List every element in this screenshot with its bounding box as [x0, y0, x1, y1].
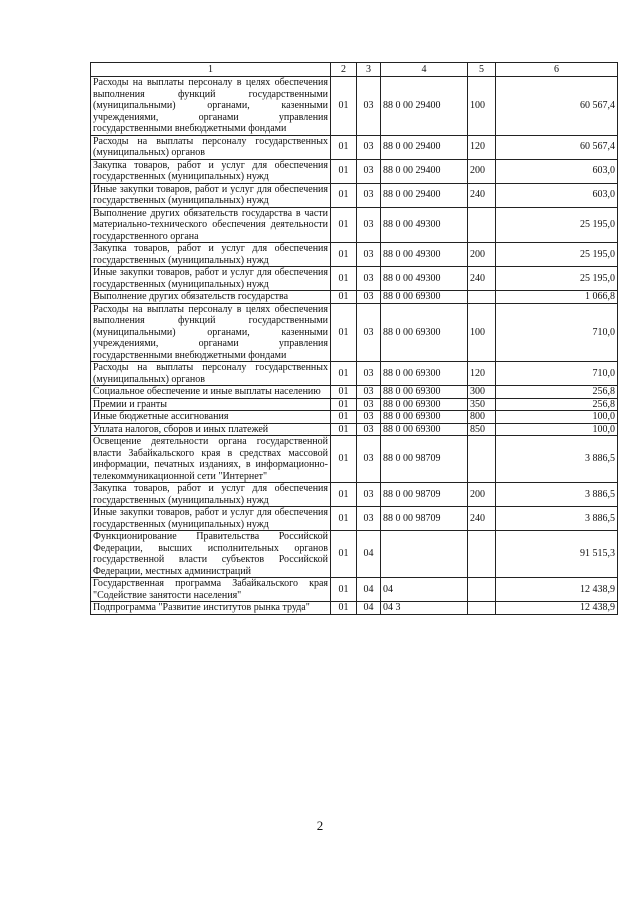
subsection-code-cell: 04: [357, 578, 381, 602]
target-article-cell: 88 0 00 69300: [381, 423, 468, 436]
expense-type-cell: [468, 531, 496, 578]
section-code-cell: 01: [331, 135, 357, 159]
table-row: [91, 362, 618, 386]
target-article-cell: 88 0 00 98709: [381, 507, 468, 531]
table-row: [91, 159, 618, 183]
expense-name-cell: Подпрограмма "Развитие институтов рынка труда": [91, 602, 331, 615]
amount-cell: 603,0: [496, 159, 618, 183]
section-code-cell: 01: [331, 436, 357, 483]
table-row: [91, 135, 618, 159]
table-row: [91, 398, 618, 411]
subsection-code-cell: 03: [357, 507, 381, 531]
target-article-cell: 04 3: [381, 602, 468, 615]
table-row: [91, 207, 618, 243]
section-code-cell: 01: [331, 411, 357, 424]
table-row: [91, 602, 618, 615]
amount-cell: 60 567,4: [496, 135, 618, 159]
expense-type-cell: [468, 207, 496, 243]
expense-type-cell: 120: [468, 362, 496, 386]
section-code-cell: 01: [331, 183, 357, 207]
target-article-cell: 88 0 00 69300: [381, 386, 468, 399]
table-row: [91, 291, 618, 304]
section-code-cell: 01: [331, 362, 357, 386]
target-article-cell: 88 0 00 49300: [381, 207, 468, 243]
subsection-code-cell: 03: [357, 483, 381, 507]
table-row: [91, 436, 618, 483]
table-row: [91, 303, 618, 362]
section-code-cell: 01: [331, 77, 357, 136]
expense-name-cell: Расходы на выплаты персоналу государственных (муниципальных) органов: [91, 362, 331, 386]
header-cell: 2: [331, 63, 357, 77]
expense-type-cell: 200: [468, 159, 496, 183]
target-article-cell: 88 0 00 29400: [381, 183, 468, 207]
target-article-cell: 04: [381, 578, 468, 602]
expense-type-cell: 850: [468, 423, 496, 436]
amount-cell: 100,0: [496, 411, 618, 424]
subsection-code-cell: 03: [357, 77, 381, 136]
target-article-cell: 88 0 00 98709: [381, 436, 468, 483]
amount-cell: 25 195,0: [496, 243, 618, 267]
header-cell: 3: [357, 63, 381, 77]
page-number: 2: [316, 818, 324, 833]
header-cell: 6: [496, 63, 618, 77]
target-article-cell: 88 0 00 98709: [381, 483, 468, 507]
target-article-cell: 88 0 00 69300: [381, 291, 468, 304]
expense-name-cell: Закупка товаров, работ и услуг для обеспечения государственных (муниципальных) нужд: [91, 483, 331, 507]
expense-name-cell: Закупка товаров, работ и услуг для обеспечения государственных (муниципальных) нужд: [91, 243, 331, 267]
subsection-code-cell: 04: [357, 531, 381, 578]
amount-cell: 3 886,5: [496, 507, 618, 531]
subsection-code-cell: 03: [357, 423, 381, 436]
expense-type-cell: 800: [468, 411, 496, 424]
amount-cell: 91 515,3: [496, 531, 618, 578]
section-code-cell: 01: [331, 483, 357, 507]
target-article-cell: 88 0 00 69300: [381, 398, 468, 411]
subsection-code-cell: 04: [357, 602, 381, 615]
table-row: [91, 243, 618, 267]
expense-name-cell: Расходы на выплаты персоналу в целях обеспечения выполнения функций государственными (муниципальными) органами, казенными учреждениями, органами управления государственными внебюджетными фондами: [91, 303, 331, 362]
amount-cell: 603,0: [496, 183, 618, 207]
section-code-cell: 01: [331, 159, 357, 183]
budget-table: [90, 62, 618, 615]
header-row: [91, 63, 618, 77]
expense-type-cell: 240: [468, 507, 496, 531]
target-article-cell: 88 0 00 29400: [381, 159, 468, 183]
table-row: [91, 507, 618, 531]
expense-type-cell: 350: [468, 398, 496, 411]
subsection-code-cell: 03: [357, 267, 381, 291]
expense-type-cell: [468, 291, 496, 304]
amount-cell: 100,0: [496, 423, 618, 436]
section-code-cell: 01: [331, 243, 357, 267]
section-code-cell: 01: [331, 291, 357, 304]
subsection-code-cell: 03: [357, 411, 381, 424]
section-code-cell: 01: [331, 398, 357, 411]
subsection-code-cell: 03: [357, 243, 381, 267]
amount-cell: 3 886,5: [496, 436, 618, 483]
table-row: [91, 267, 618, 291]
expense-type-cell: [468, 602, 496, 615]
expense-name-cell: Выполнение других обязательств государства в части материально-технического обеспечения деятельности государственного органа: [91, 207, 331, 243]
subsection-code-cell: 03: [357, 362, 381, 386]
subsection-code-cell: 03: [357, 183, 381, 207]
expense-name-cell: Государственная программа Забайкальского края "Содействие занятости населения": [91, 578, 331, 602]
expense-name-cell: Иные закупки товаров, работ и услуг для обеспечения государственных (муниципальных) нужд: [91, 507, 331, 531]
header-cell: 1: [91, 63, 331, 77]
section-code-cell: 01: [331, 386, 357, 399]
target-article-cell: 88 0 00 29400: [381, 135, 468, 159]
subsection-code-cell: 03: [357, 303, 381, 362]
amount-cell: 3 886,5: [496, 483, 618, 507]
amount-cell: 12 438,9: [496, 602, 618, 615]
section-code-cell: 01: [331, 207, 357, 243]
expense-type-cell: 200: [468, 243, 496, 267]
section-code-cell: 01: [331, 267, 357, 291]
table-row: [91, 578, 618, 602]
expense-name-cell: Премии и гранты: [91, 398, 331, 411]
subsection-code-cell: 03: [357, 207, 381, 243]
expense-name-cell: Выполнение других обязательств государства: [91, 291, 331, 304]
subsection-code-cell: 03: [357, 386, 381, 399]
amount-cell: 12 438,9: [496, 578, 618, 602]
expense-type-cell: 120: [468, 135, 496, 159]
expense-name-cell: Иные закупки товаров, работ и услуг для обеспечения государственных (муниципальных) нужд: [91, 267, 331, 291]
table-row: [91, 386, 618, 399]
subsection-code-cell: 03: [357, 291, 381, 304]
table-row: [91, 423, 618, 436]
subsection-code-cell: 03: [357, 135, 381, 159]
expense-name-cell: Иные закупки товаров, работ и услуг для обеспечения государственных (муниципальных) нужд: [91, 183, 331, 207]
table-row: [91, 411, 618, 424]
expense-type-cell: [468, 436, 496, 483]
section-code-cell: 01: [331, 423, 357, 436]
target-article-cell: [381, 531, 468, 578]
amount-cell: 710,0: [496, 362, 618, 386]
target-article-cell: 88 0 00 49300: [381, 267, 468, 291]
amount-cell: 256,8: [496, 386, 618, 399]
expense-name-cell: Функционирование Правительства Российской Федерации, высших исполнительных органов государственной власти субъектов Российской Федерации, местных администраций: [91, 531, 331, 578]
expense-type-cell: 100: [468, 303, 496, 362]
amount-cell: 710,0: [496, 303, 618, 362]
amount-cell: 25 195,0: [496, 267, 618, 291]
amount-cell: 256,8: [496, 398, 618, 411]
target-article-cell: 88 0 00 69300: [381, 362, 468, 386]
section-code-cell: 01: [331, 602, 357, 615]
amount-cell: 60 567,4: [496, 77, 618, 136]
target-article-cell: 88 0 00 69300: [381, 303, 468, 362]
subsection-code-cell: 03: [357, 398, 381, 411]
target-article-cell: 88 0 00 69300: [381, 411, 468, 424]
expense-name-cell: Уплата налогов, сборов и иных платежей: [91, 423, 331, 436]
expense-name-cell: Расходы на выплаты персоналу в целях обеспечения выполнения функций государственными (муниципальными) органами, казенными учреждениями, органами управления государственными внебюджетными фондами: [91, 77, 331, 136]
header-cell: 5: [468, 63, 496, 77]
target-article-cell: 88 0 00 49300: [381, 243, 468, 267]
subsection-code-cell: 03: [357, 436, 381, 483]
subsection-code-cell: 03: [357, 159, 381, 183]
expense-name-cell: Освещение деятельности органа государственной власти Забайкальского края в средствах массовой информации, печатных изданиях, в информационно-телекоммуникационной сети "Интернет": [91, 436, 331, 483]
expense-type-cell: 200: [468, 483, 496, 507]
expense-name-cell: Иные бюджетные ассигнования: [91, 411, 331, 424]
expense-name-cell: Социальное обеспечение и иные выплаты населению: [91, 386, 331, 399]
amount-cell: 25 195,0: [496, 207, 618, 243]
expense-type-cell: 300: [468, 386, 496, 399]
section-code-cell: 01: [331, 578, 357, 602]
amount-cell: 1 066,8: [496, 291, 618, 304]
expense-type-cell: 100: [468, 77, 496, 136]
expense-name-cell: Расходы на выплаты персоналу государственных (муниципальных) органов: [91, 135, 331, 159]
table-row: [91, 183, 618, 207]
table-row: [91, 531, 618, 578]
expense-name-cell: Закупка товаров, работ и услуг для обеспечения государственных (муниципальных) нужд: [91, 159, 331, 183]
table-row: [91, 77, 618, 136]
header-cell: 4: [381, 63, 468, 77]
section-code-cell: 01: [331, 303, 357, 362]
target-article-cell: 88 0 00 29400: [381, 77, 468, 136]
expense-type-cell: 240: [468, 183, 496, 207]
section-code-cell: 01: [331, 507, 357, 531]
section-code-cell: 01: [331, 531, 357, 578]
expense-type-cell: [468, 578, 496, 602]
expense-type-cell: 240: [468, 267, 496, 291]
table-row: [91, 483, 618, 507]
